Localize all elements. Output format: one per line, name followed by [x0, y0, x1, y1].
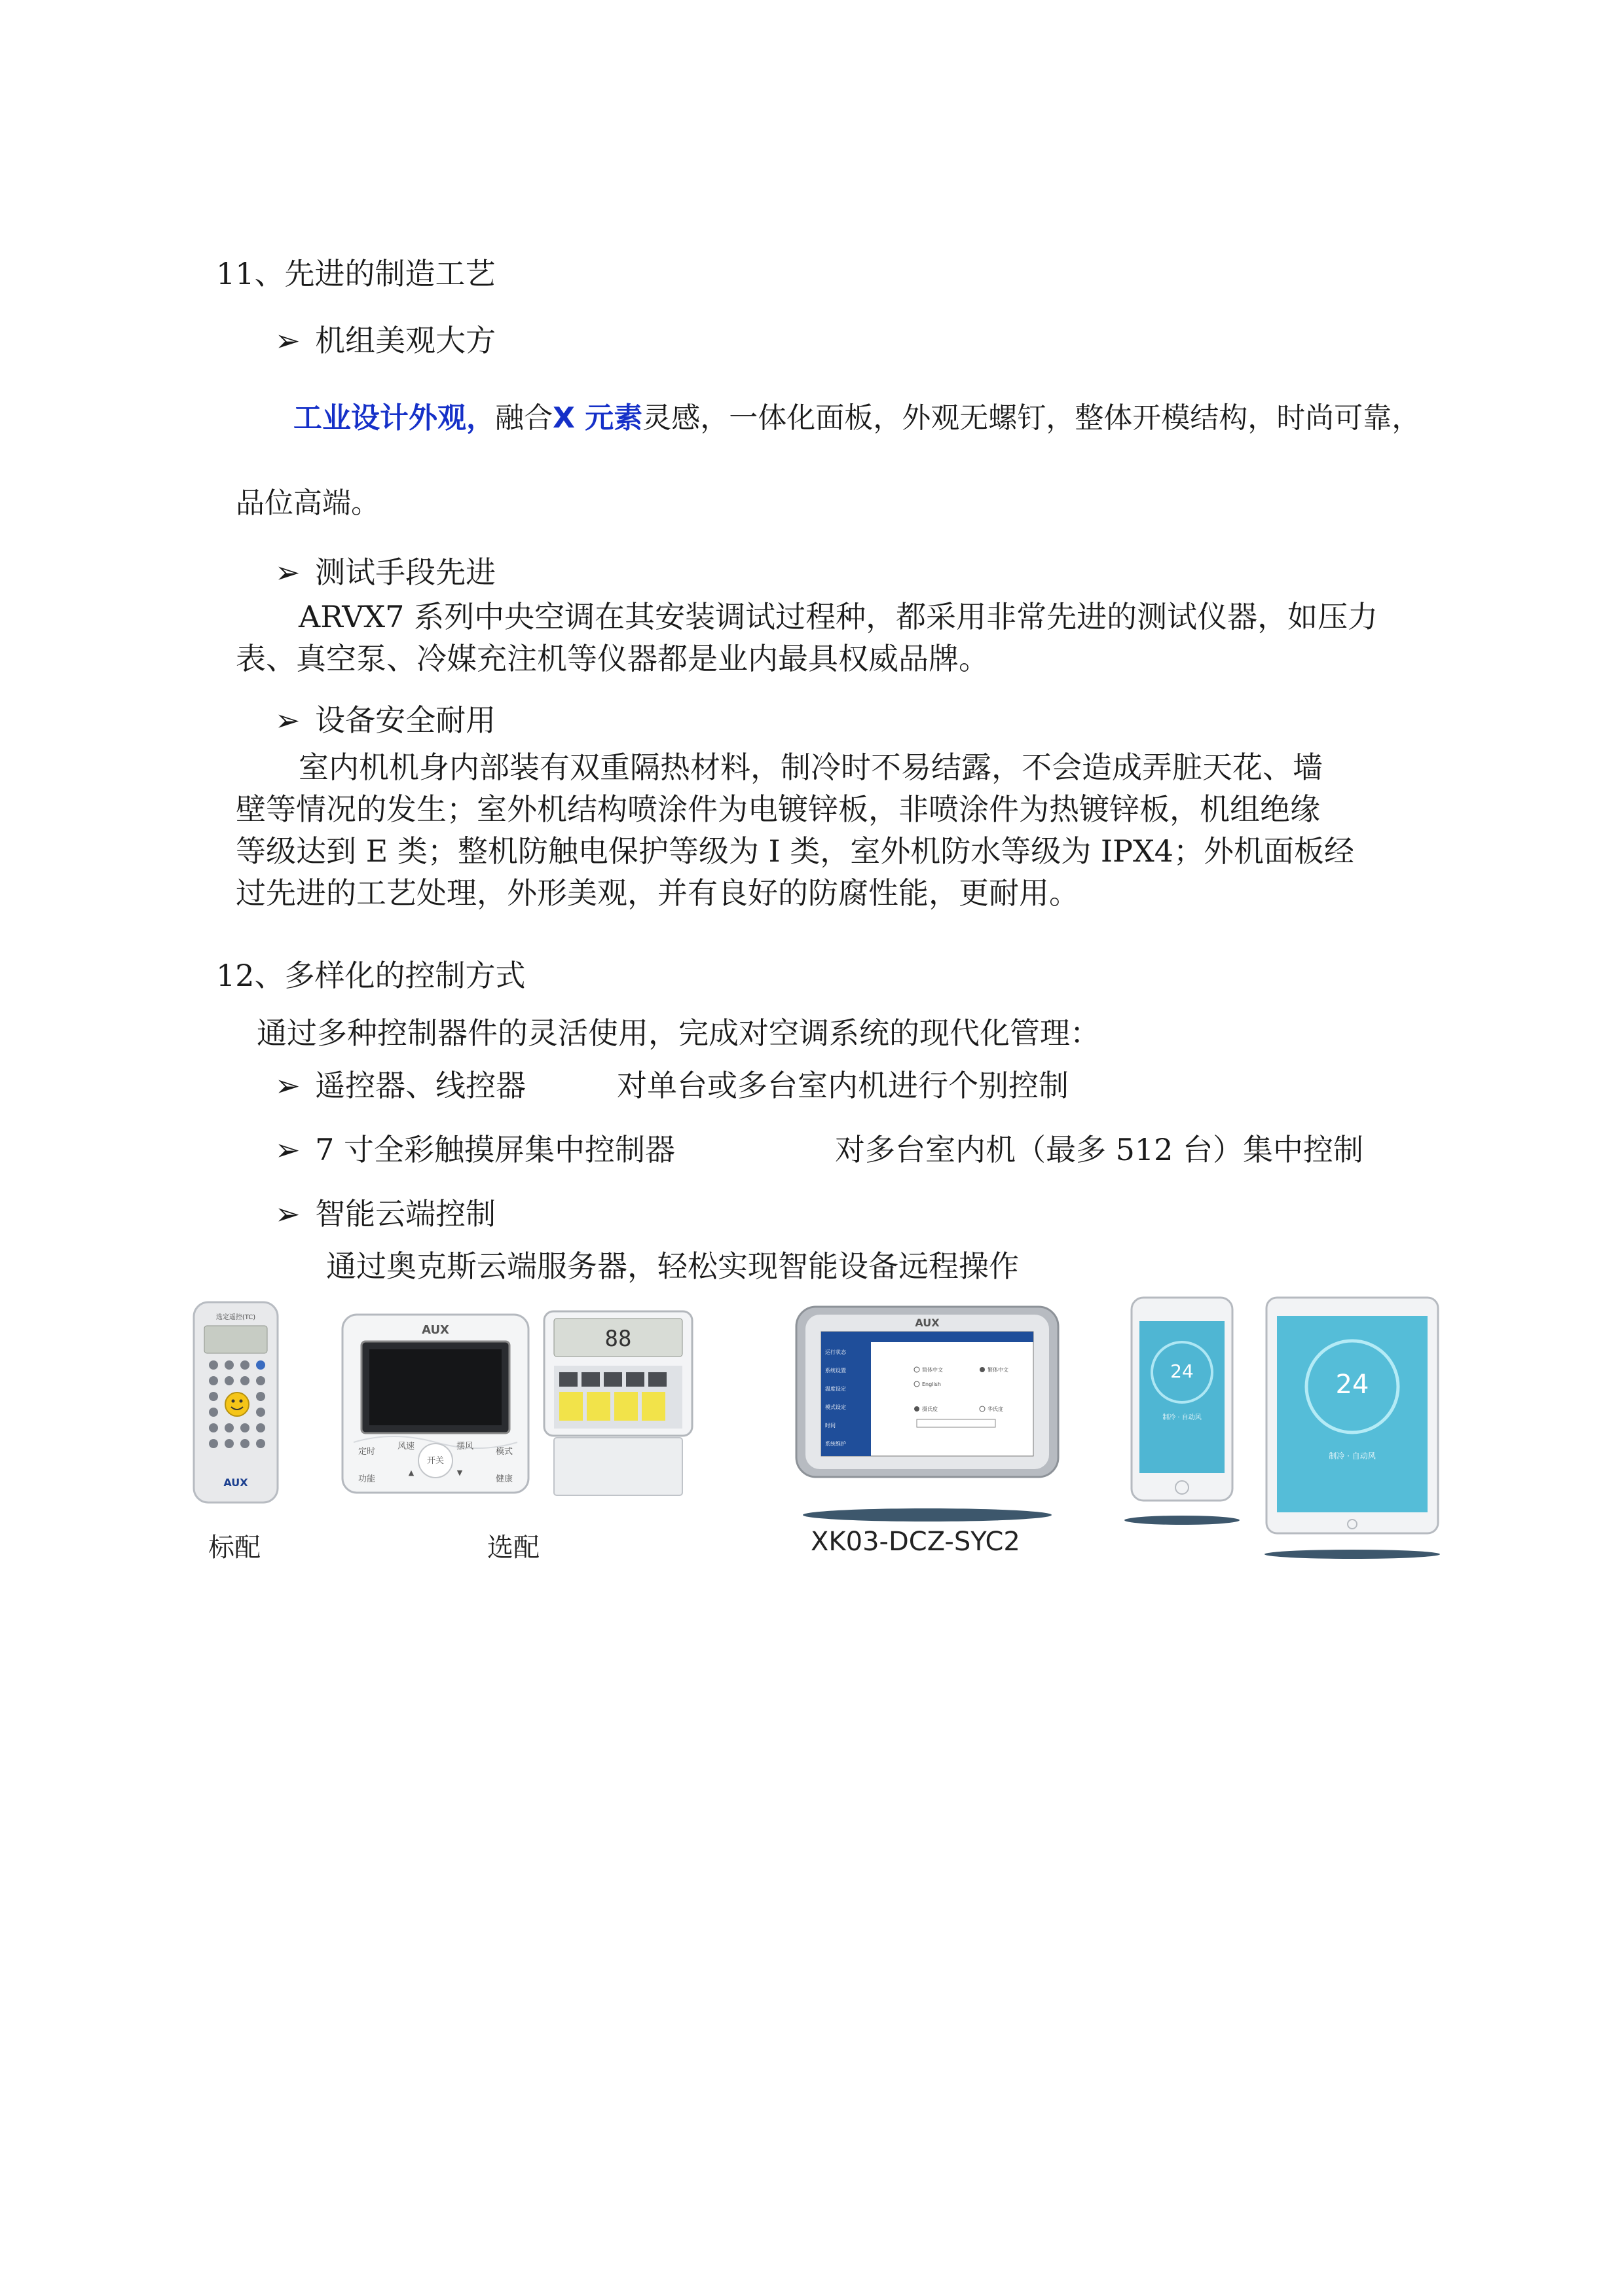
bullet-arrow-icon: ➢ [275, 1068, 301, 1103]
device-shadow [1264, 1550, 1440, 1559]
bullet-arrow-icon: ➢ [275, 1196, 301, 1231]
caption-optional: 选配 [487, 1533, 540, 1563]
wired-brand-logo: AUX [422, 1323, 449, 1337]
tablet-temperature: 24 [1335, 1370, 1369, 1400]
device-shadow [803, 1508, 1052, 1522]
touch-menu-item: 温度设定 [825, 1386, 846, 1392]
smiley-button-icon [225, 1393, 249, 1416]
safety-paragraph [236, 746, 1354, 914]
phone-status: 制冷 · 自动风 [1162, 1414, 1202, 1421]
up-arrow-icon: ▲ [408, 1468, 415, 1477]
paragraph-line: 表、真空泵、冷媒充注机等仪器都是业内最具权威品牌。 [236, 641, 989, 676]
section-11-title: 11、先进的制造工艺 [216, 256, 496, 291]
button-swing-label: 摆风 [456, 1442, 474, 1451]
bullet-arrow-icon: ➢ [275, 323, 301, 358]
device-shadow [1124, 1516, 1240, 1525]
bullet-remote-desc: 对单台或多台室内机进行个别控制 [617, 1068, 1069, 1103]
appearance-text-line2: 品位高端。 [236, 486, 380, 520]
touch-option: 摄氏度 [922, 1406, 938, 1412]
bullet-label: 设备安全耐用 [315, 702, 496, 738]
down-arrow-icon: ▼ [456, 1468, 463, 1477]
remote-top-label: 选定遥控(TC) [215, 1314, 256, 1321]
caption-standard: 标配 [208, 1533, 261, 1563]
touchscreen-controller-image [792, 1304, 1062, 1527]
touch-option: 华氏度 [987, 1406, 1003, 1412]
touch-option: English [922, 1381, 941, 1387]
bullet-touchscreen [275, 1126, 675, 1169]
phone-temperature: 24 [1170, 1360, 1194, 1382]
touchscreen-brand-logo: AUX [915, 1317, 940, 1329]
touch-option: 繁体中文 [987, 1367, 1008, 1373]
tablet-image [1257, 1295, 1447, 1563]
highlight-industrial-design: 工业设计外观， [293, 401, 495, 435]
bullet-label: 遥控器、线控器 [315, 1068, 526, 1103]
button-timer-label: 定时 [358, 1447, 376, 1457]
section-12-intro: 通过多种控制器件的灵活使用，完成对空调系统的现代化管理： [257, 1015, 1100, 1051]
remote-control-image [190, 1300, 282, 1506]
bullet-cloud-desc: 通过奥克斯云端服务器，轻松实现智能设备远程操作 [326, 1248, 1019, 1284]
touch-menu-item: 时间 [825, 1423, 836, 1429]
touch-option: 简体中文 [922, 1367, 943, 1373]
bullet-touchscreen-desc: 对多台室内机（最多 512 台）集中控制 [835, 1132, 1364, 1167]
section-12-title: 12、多样化的控制方式 [216, 958, 526, 993]
bullet-safety [275, 697, 496, 740]
paragraph-line: 壁等情况的发生；室外机结构喷涂件为电镀锌板，非喷涂件为热镀锌板，机组绝缘 [236, 792, 1320, 827]
bullet-appearance [275, 317, 496, 360]
text-fusion: 融合 [495, 401, 553, 435]
remote-brand-logo: AUX [223, 1476, 248, 1489]
bullet-cloud [275, 1190, 496, 1233]
bullet-remote [275, 1062, 526, 1105]
bullet-arrow-icon: ➢ [275, 702, 301, 738]
button-function-label: 功能 [358, 1474, 376, 1484]
touch-menu-item: 模式设定 [825, 1404, 846, 1410]
touch-menu-item: 系统设置 [825, 1368, 846, 1374]
caption-model: XK03-DCZ-SYC2 [811, 1527, 1020, 1557]
testing-paragraph [236, 596, 1378, 680]
bullet-label: 测试手段先进 [315, 555, 496, 590]
paragraph-line: 等级达到 E 类；整机防触电保护等级为 I 类，室外机防水等级为 IPX4；外机面板经 [236, 833, 1354, 869]
highlight-x-element: X 元素 [553, 401, 643, 435]
appearance-text-line1 [293, 394, 1420, 436]
button-mode-label: 模式 [495, 1447, 513, 1457]
bullet-arrow-icon: ➢ [275, 555, 301, 590]
text-rest: 灵感，一体化面板，外观无螺钉，整体开模结构，时尚可靠， [642, 401, 1421, 435]
paragraph-line: ARVX7 系列中央空调在其安装调试过程种，都采用非常先进的测试仪器，如压力 [299, 599, 1378, 634]
paragraph-line: 过先进的工艺处理，外形美观，并有良好的防腐性能，更耐用。 [236, 875, 1079, 911]
bullet-label: 智能云端控制 [315, 1196, 496, 1231]
button-health-label: 健康 [495, 1474, 513, 1484]
paragraph-line: 室内机机身内部装有双重隔热材料，制冷时不易结露，不会造成弄脏天花、墙 [299, 750, 1323, 785]
touch-menu-item: 运行状态 [825, 1349, 846, 1355]
wired-controller-image [341, 1313, 530, 1495]
touch-menu-item: 系统维护 [825, 1441, 846, 1447]
bullet-label: 7 寸全彩触摸屏集中控制器 [315, 1132, 676, 1167]
bullet-testing [275, 549, 496, 592]
wired-controller-open-image [542, 1309, 694, 1501]
smartphone-image [1120, 1295, 1244, 1529]
tablet-status: 制冷 · 自动风 [1329, 1451, 1376, 1461]
button-power-label: 开关 [426, 1456, 445, 1466]
bullet-arrow-icon: ➢ [275, 1132, 301, 1167]
panel-display-value: 88 [604, 1326, 632, 1352]
bullet-label: 机组美观大方 [315, 323, 496, 358]
button-fan-label: 风速 [397, 1442, 415, 1451]
